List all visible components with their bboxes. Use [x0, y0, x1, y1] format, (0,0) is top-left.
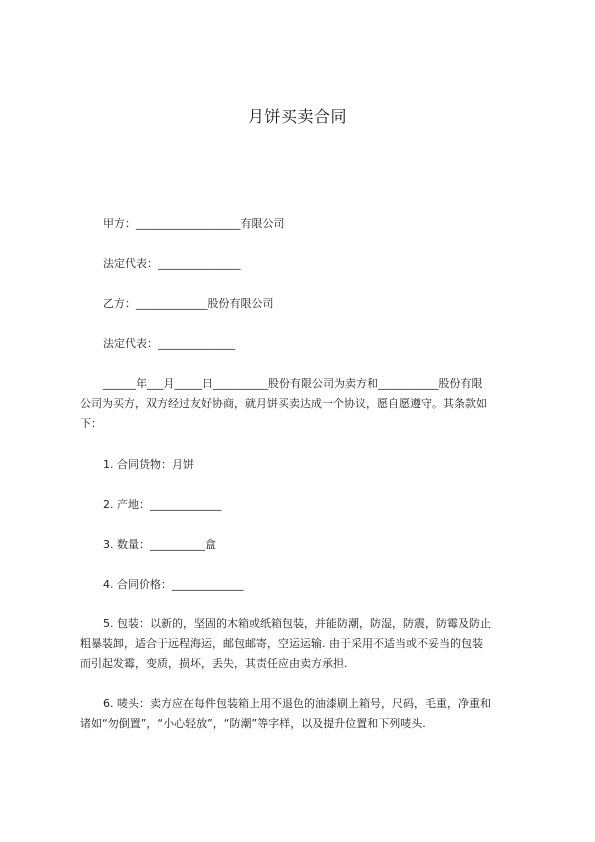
party-a-representative-line: 法定代表：_______________ [103, 257, 241, 270]
clause-5-line-1: 5. 包装：以新的，坚固的木箱或纸箱包装，并能防潮，防湿，防震，防霉及防止 [103, 617, 491, 630]
clause-4: 4. 合同价格：_____________ [103, 578, 244, 591]
intro-line-2: 公司为买方，双方经过友好协商，就月饼买卖达成一个协议，愿自愿遵守。其条款如 [80, 397, 487, 410]
clause-3: 3. 数量：__________盒 [103, 538, 216, 551]
clause-6-line-1: 6. 唛头：卖方应在每件包装箱上用不退色的油漆刷上箱号，尺码，毛重，净重和 [103, 697, 491, 710]
clause-2: 2. 产地：_____________ [103, 498, 222, 511]
party-b-line: 乙方：_____________股份有限公司 [103, 297, 274, 310]
intro-line-3: 下： [80, 417, 102, 430]
clause-5-line-3: 而引起发霉，变质，损坏，丢失，其责任应由卖方承担. [80, 657, 348, 670]
clause-6-continued [80, 714, 426, 734]
intro-paragraph-continued [80, 394, 487, 434]
clause-6-line-2: 诸如“勿倒置”，“小心轻放”，“防潮”等字样，以及提升位置和下列唛头. [80, 717, 426, 730]
clause-6 [103, 694, 491, 714]
clause-5-line-2: 粗暴装卸，适合于远程海运，邮包邮寄，空运运输. 由于采用不适当或不妥当的包装 [80, 637, 483, 650]
page-title: 月饼买卖合同 [247, 107, 347, 126]
intro-line-1: ______年___月_____日__________股份有限公司为卖方和___________股份有限 [103, 377, 483, 390]
intro-paragraph [103, 374, 483, 394]
party-b-representative-line: 法定代表：______________ [103, 337, 235, 350]
clause-1: 1. 合同货物：月饼 [103, 458, 194, 471]
clause-5 [103, 614, 491, 634]
party-a-line: 甲方：___________________有限公司 [103, 217, 285, 230]
clause-5-continued [80, 634, 483, 674]
